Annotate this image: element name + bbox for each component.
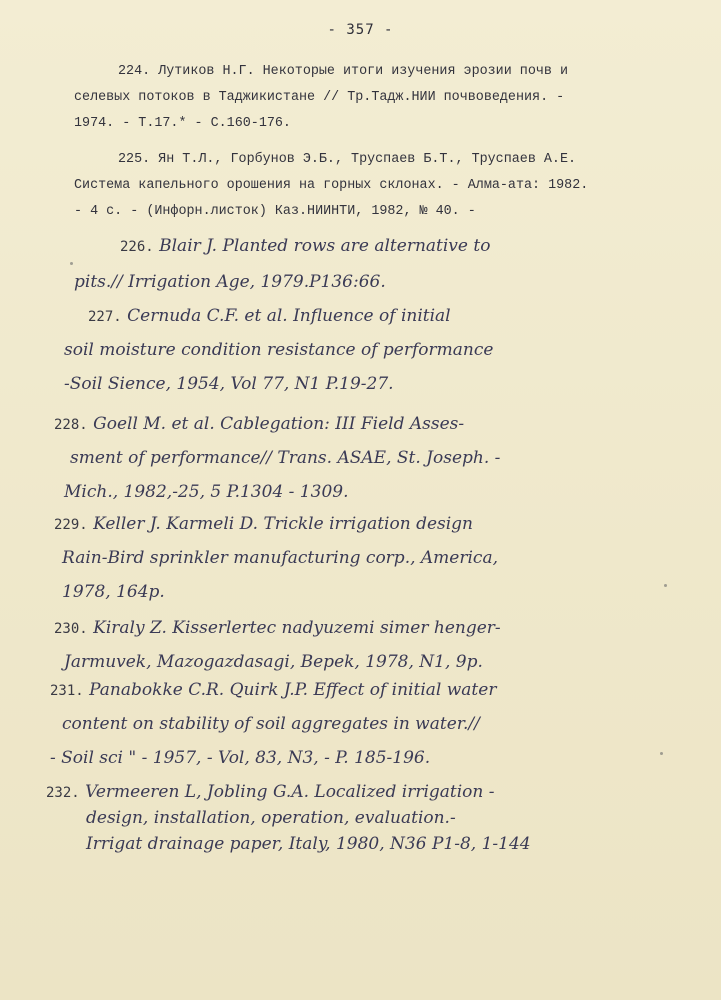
entry-232-line-2: design, installation, operation, evaluation.- [86, 808, 456, 828]
entry-231-line-1 [50, 680, 496, 700]
ink-speck [70, 262, 73, 265]
entry-229-text-1: Keller J. Karmeli D. Trickle irrigation design [93, 514, 474, 534]
entry-224-line-1: 224. Лутиков Н.Г. Некоторые итоги изучения эрозии почв и [118, 64, 568, 79]
entry-228-line-3: Mich., 1982,-25, 5 P.1304 - 1309. [64, 482, 349, 502]
entry-230-number: 230. [54, 621, 88, 637]
entry-231-line-3: - Soil sci " - 1957, - Vol, 83, N3, - P. 185-196. [50, 748, 431, 768]
entry-230-line-2: Jarmuvek, Mazogazdasagi, Bepek, 1978, N1, 9p. [64, 652, 483, 672]
entry-231-number: 231. [50, 683, 84, 699]
entry-227-number: 227. [88, 309, 122, 325]
entry-224-line-3: 1974. - Т.17.* - С.160-176. [74, 116, 291, 131]
entry-224-line-2: селевых потоков в Таджикистане // Тр.Тадж.НИИ почвоведения. - [74, 90, 565, 105]
entry-229-line-3: 1978, 164p. [62, 582, 165, 602]
ink-speck [664, 584, 667, 587]
entry-227-line-1 [88, 306, 451, 326]
entry-227-text-1: Cernuda C.F. et al. Influence of initial [127, 306, 451, 326]
entry-225-line-1: 225. Ян Т.Л., Горбунов Э.Б., Труспаев Б.Т., Труспаев А.Е. [118, 152, 577, 167]
entry-225-line-2: Система капельного орошения на горных склонах. - Алма-ата: 1982. [74, 178, 589, 193]
entry-226-text-1: Blair J. Planted rows are alternative to [159, 236, 491, 256]
entry-227-line-3: -Soil Sience, 1954, Vol 77, N1 P.19-27. [64, 374, 394, 394]
entry-231-text-1: Panabokke C.R. Quirk J.P. Effect of initial water [89, 680, 497, 700]
page-number: - 357 - [327, 22, 394, 38]
entry-225-line-3: - 4 с. - (Инфорн.листок) Каз.НИИНТИ, 1982, № 40. - [74, 204, 476, 219]
entry-227-line-2: soil moisture condition resistance of performance [64, 340, 494, 360]
entry-228-text-1: Goell M. et al. Cablegation: III Field Asses- [93, 414, 465, 434]
entry-229-line-2: Rain-Bird sprinkler manufacturing corp., America, [62, 548, 498, 568]
entry-226-number: 226. [120, 239, 154, 255]
entry-230-text-1: Kiraly Z. Kisserlertec nadyuzemi simer henger- [93, 618, 501, 638]
entry-232-number: 232. [46, 785, 80, 801]
entry-231-line-2: content on stability of soil aggregates in water.// [62, 714, 480, 734]
entry-232-line-1 [46, 782, 495, 802]
entry-232-text-1: Vermeeren L, Jobling G.A. Localized irrigation - [85, 782, 495, 802]
entry-228-line-2: sment of performance// Trans. ASAE, St. Joseph. - [70, 448, 501, 468]
entry-229-number: 229. [54, 517, 88, 533]
ink-speck [660, 752, 663, 755]
entry-226-line-2: pits.// Irrigation Age, 1979.P136:66. [74, 272, 386, 292]
entry-230-line-1 [54, 618, 501, 638]
entry-232-line-3: Irrigat drainage paper, Italy, 1980, N36 P1-8, 1-144 [86, 834, 531, 854]
entry-228-line-1 [54, 414, 464, 434]
entry-228-number: 228. [54, 417, 88, 433]
entry-229-line-1 [54, 514, 473, 534]
entry-226-line-1 [120, 236, 490, 256]
